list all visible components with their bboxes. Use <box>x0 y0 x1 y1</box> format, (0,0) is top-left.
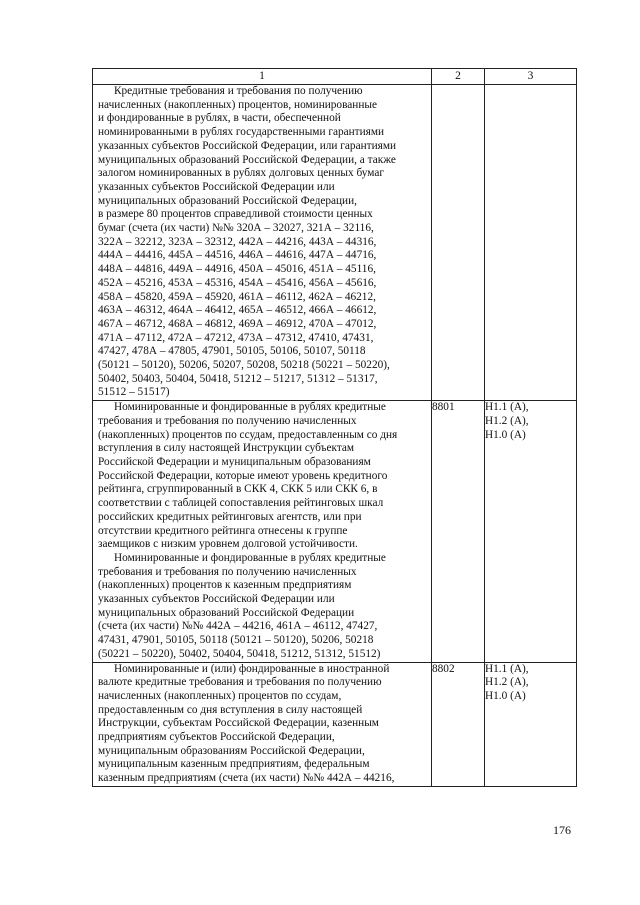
description-cell <box>93 662 432 786</box>
normative-code: Н1.2 (А), <box>485 676 529 689</box>
text-line: Номинированные и (или) фондированные в иностранной <box>114 662 390 675</box>
text-line: 471А – 47112, 472А – 47212, 473А – 47312, 47410, 47431, <box>98 331 374 344</box>
normatives-cell <box>485 85 577 401</box>
table-header-row <box>93 69 577 85</box>
normative-code: Н1.1 (А), <box>485 662 529 675</box>
text-line: требования и требования по получению начисленных <box>98 565 357 578</box>
text-line: отсутствии кредитного рейтинга отнесены к группе <box>98 524 348 537</box>
text-line: начисленных (накопленных) процентов, номинированные <box>98 98 377 111</box>
column-header-3: 3 <box>485 69 577 85</box>
text-line: в размере 80 процентов справедливой стоимости ценных <box>98 208 373 221</box>
normative-code: Н1.2 (А), <box>485 414 529 427</box>
text-line: муниципальных образований Российской Федерации <box>98 606 355 619</box>
normatives-cell <box>485 401 577 662</box>
text-line: и фондированные в рублях, в части, обеспеченной <box>98 112 341 125</box>
text-line: Российской Федерации, которые имеют уровень кредитного <box>98 469 388 482</box>
text-line: (накопленных) процентов к казенным предприятиям <box>98 579 352 592</box>
text-line: Кредитные требования и требования по получению <box>114 85 363 97</box>
text-line: (50121 – 50120), 50206, 50207, 50208, 50218 (50221 – 50220), <box>98 359 390 372</box>
text-line: 51512 – 51517) <box>98 386 170 399</box>
text-line: 47427, 478А – 47805, 47901, 50105, 50106, 50107, 50118 <box>98 345 366 358</box>
text-line: муниципальных образований Российской Федерации, <box>98 194 357 207</box>
text-line: 448А – 44816, 449А – 44916, 450А – 45016, 451А – 45116, <box>98 263 376 276</box>
text-line: 47431, 47901, 50105, 50118 (50121 – 50120), 50206, 50218 <box>98 634 374 647</box>
description-cell <box>93 85 432 401</box>
text-line: 458А – 45820, 459А – 45920, 461А – 46112, 462А – 46212, <box>98 290 376 303</box>
description-paragraph <box>93 552 431 662</box>
table-row <box>93 85 577 401</box>
text-line: бумаг (счета (их части) №№ 320А – 32027, 321А – 32116, <box>98 222 374 235</box>
text-line: предоставленным со дня вступления в силу настоящей <box>98 703 363 716</box>
text-line: 322А – 32212, 323А – 32312, 442А – 44216, 443А – 44316, <box>98 235 377 248</box>
page-number: 176 <box>553 823 571 837</box>
table-row <box>93 662 577 786</box>
column-header-2: 2 <box>432 69 485 85</box>
text-line: (накопленных) процентов по ссудам, предоставленным со дня <box>98 428 398 441</box>
text-line: соответствии с таблицей сопоставления рейтинговых шкал <box>98 497 384 510</box>
text-line: предприятиям субъектов Российской Федерации, <box>98 731 335 744</box>
text-line: российских кредитных рейтинговых агентств, или при <box>98 510 362 523</box>
column-header-1: 1 <box>93 69 432 85</box>
text-line: 452А – 45216, 453А – 45316, 454А – 45416, 456А – 45616, <box>98 276 377 289</box>
text-line: муниципальным образованиям Российской Федерации, <box>98 744 365 757</box>
description-paragraph <box>93 663 431 786</box>
description-paragraph <box>93 85 431 400</box>
text-line: 467А – 46712, 468А – 46812, 469А – 46912, 470А – 47012, <box>98 317 377 330</box>
text-line: залогом номинированных в рублях долговых ценных бумаг <box>98 167 384 180</box>
code-cell <box>432 85 485 401</box>
description-paragraph <box>93 401 431 552</box>
text-line: вступления в силу настоящей Инструкции субъектам <box>98 442 355 455</box>
text-line: номинированными в рублях государственными гарантиями <box>98 126 385 139</box>
normative-code: Н1.1 (А), <box>485 401 529 414</box>
code-cell: 8802 <box>432 662 485 786</box>
text-line: (50221 – 50220), 50402, 50404, 50418, 51212, 51312, 51512) <box>98 647 381 660</box>
normative-code: Н1.0 (А) <box>485 428 526 441</box>
text-line: Номинированные и фондированные в рублях кредитные <box>114 401 386 414</box>
normatives-cell <box>485 662 577 786</box>
text-line: рейтинга, сгруппированный в СКК 4, СКК 5 или СКК 6, в <box>98 483 378 496</box>
text-line: 463А – 46312, 464А – 46412, 465А – 46512, 466А – 46612, <box>98 304 377 317</box>
normative-code: Н1.0 (А) <box>485 689 526 702</box>
text-line: муниципальных образований Российской Федерации, а также <box>98 153 396 166</box>
text-line: указанных субъектов Российской Федерации или <box>98 593 335 606</box>
document-table <box>92 68 577 787</box>
text-line: заемщиков с низким уровнем долговой устойчивости. <box>98 538 358 551</box>
text-line: указанных субъектов Российской Федерации, или гарантиями <box>98 139 397 152</box>
code-cell: 8801 <box>432 401 485 662</box>
text-line: начисленных (накопленных) процентов по ссудам, <box>98 689 342 702</box>
text-line: Инструкции, субъектам Российской Федерации, казенным <box>98 717 379 730</box>
text-line: казенным предприятиям (счета (их части) №№ 442А – 44216, <box>98 772 395 785</box>
table-row <box>93 401 577 662</box>
text-line: требования и требования по получению начисленных <box>98 414 357 427</box>
text-line: Российской Федерации и муниципальным образованиям <box>98 455 371 468</box>
text-line: 50402, 50403, 50404, 50418, 51212 – 51217, 51312 – 51317, <box>98 372 378 385</box>
text-line: указанных субъектов Российской Федерации или <box>98 180 335 193</box>
text-line: (счета (их части) №№ 442А – 44216, 461А – 46112, 47427, <box>98 620 378 633</box>
description-cell <box>93 401 432 662</box>
text-line: валюте кредитные требования и требования по получению <box>98 676 382 689</box>
text-line: Номинированные и фондированные в рублях кредитные <box>114 551 386 564</box>
text-line: 444А – 44416, 445А – 44516, 446А – 44616, 447А – 44716, <box>98 249 377 262</box>
text-line: муниципальным казенным предприятиям, федеральным <box>98 758 370 771</box>
